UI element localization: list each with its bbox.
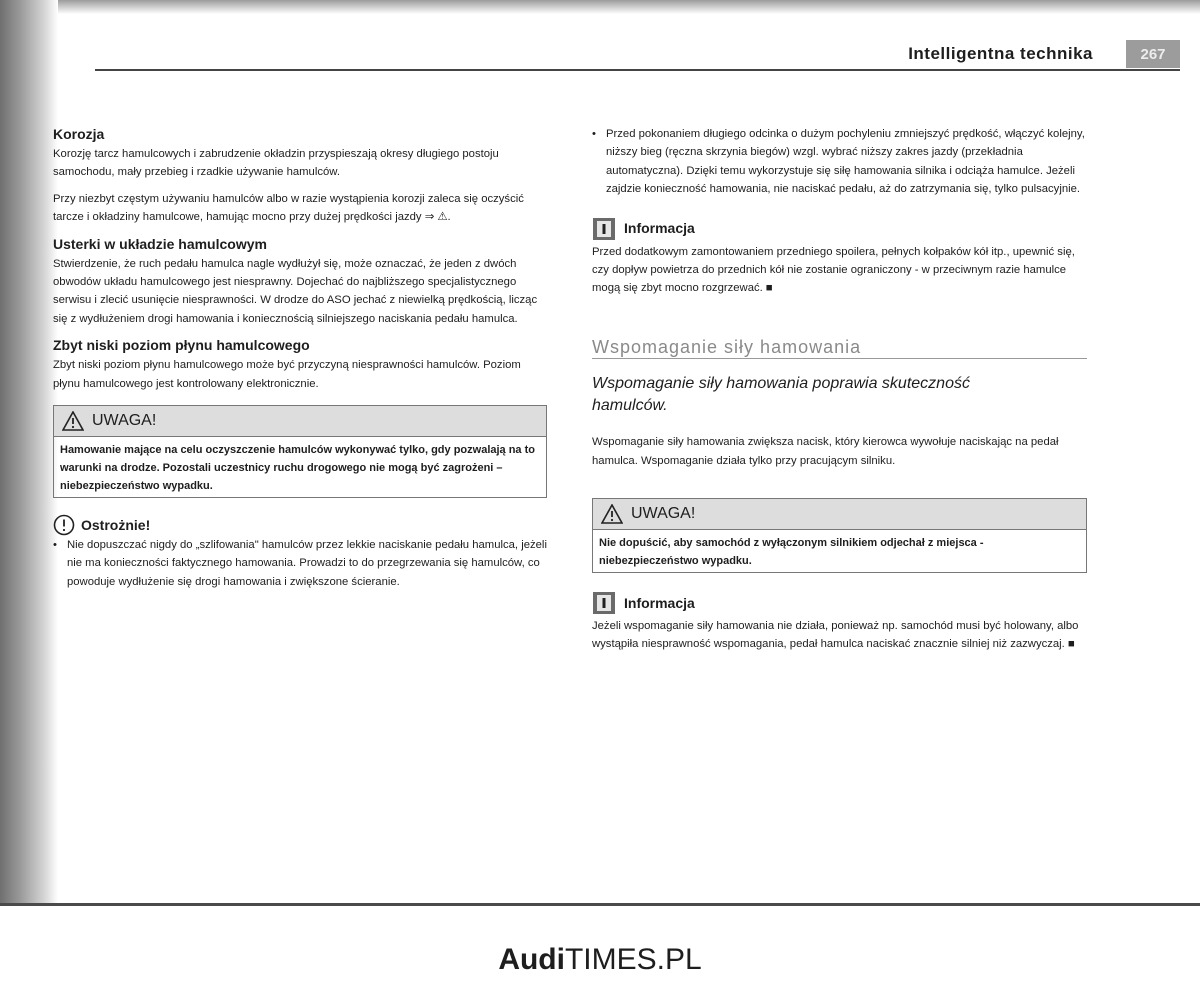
caution-header: [53, 514, 547, 536]
info-header: [592, 591, 1087, 615]
info-book-icon: [592, 591, 616, 615]
running-header: Intelligentna technika: [908, 44, 1093, 63]
caution-circle-icon: [53, 514, 75, 536]
warning-header: [593, 499, 1086, 530]
page-number: 267: [1126, 40, 1180, 68]
warning-box: [53, 405, 547, 498]
paragraph: Wspomaganie siły hamowania zwiększa nacisk, który kierowca wywołuje naciskając na pedał hamulca. Wspomaganie działa tylko przy pracującym silniku.: [592, 436, 1059, 467]
warning-triangle-icon: [62, 411, 84, 431]
paragraph: Korozję tarcz hamulcowych i zabrudzenie okładzin przyspieszają okresy długiego postoju samochodu, mały przebieg i rzadkie używanie hamulców.: [53, 148, 499, 179]
warning-header: [54, 406, 546, 437]
warning-text: Hamowanie mające na celu oczyszczenie hamulców wykonywać tylko, gdy pozwalają na to warunki na drodze. Pozostali uczestnicy ruchu drogowego nie mogą być zagrożeni – niebezpieczeństwo wypadku.: [60, 444, 535, 493]
bullet-text: Przed pokonaniem długiego odcinka o dużym pochyleniu zmniejszyć prędkość, włączyć kolejny, niższy bieg (ręczna skrzynia biegów) wzgl. wybrać niższy zakres jazdy (przekładnia automatyczna). Dzięki temu wykorzystuje się siłę hamowania silnika i odciąża hamulce. Jeżeli zajdzie konieczność hamowania, nie naciskać pedału, aż do zatrzymania się, tylko pulsacyjnie.: [605, 128, 1085, 196]
warning-title: UWAGA!: [92, 411, 157, 429]
site-logo: [0, 942, 1200, 978]
paragraph: Zbyt niski poziom płynu hamulcowego może być przyczyną niesprawności hamulców. Poziom płynu hamulcowego jest kontrolowany elektronicznie.: [53, 359, 521, 390]
page-bottom-edge: [0, 903, 1200, 906]
warning-box: [592, 498, 1087, 573]
scan-shadow-edge: [0, 0, 58, 905]
paragraph: Przy niezbyt częstym używaniu hamulców albo w razie wystąpienia korozji zaleca się oczyścić tarcze i okładziny hamulcowe, hamując mocno przy dużej prędkości jazdy ⇒ ⚠.: [53, 192, 524, 224]
logo-bold: Audi: [498, 943, 565, 976]
warning-title: UWAGA!: [631, 504, 696, 522]
bullet-icon: •: [592, 128, 596, 140]
list-item: [53, 536, 547, 591]
heading-usterki: Usterki w układzie hamulcowym: [53, 235, 267, 252]
list-item: [592, 125, 1087, 199]
logo-rest: TIMES.PL: [564, 943, 702, 976]
bullet-icon: •: [53, 539, 57, 552]
right-column: [592, 125, 1087, 662]
caution-text: Nie dopuszczać nigdy do „szlifowania" hamulców przez lekkie naciskanie pedału hamulca, jeżeli nie ma konieczności faktycznego hamowania. Prowadzi to do przegrzewania się hamulców, co powoduje wydłużenie się drogi hamowania i zwiększone ścieranie.: [66, 539, 547, 588]
left-column: [53, 125, 547, 591]
heading-poziom-plynu: Zbyt niski poziom płynu hamulcowego: [53, 337, 310, 354]
heading-korozja: Korozja: [53, 126, 105, 142]
caution-title: Ostrożnie!: [81, 516, 151, 533]
header-rule: [95, 69, 1180, 71]
section-lead: Wspomaganie siły hamowania poprawia skuteczność hamulców.: [592, 375, 970, 415]
info-title: Informacja: [624, 220, 695, 237]
warning-text: Nie dopuścić, aby samochód z wyłączonym silnikiem odjechał z miejsca - niebezpieczeństwo wypadku.: [599, 537, 984, 568]
scan-shadow-top: [0, 0, 1200, 14]
info-book-icon: [592, 217, 616, 241]
info-text: Jeżeli wspomaganie siły hamowania nie działa, ponieważ np. samochód musi być holowany, albo wystąpiła niesprawność wspomagania, pedał hamulca naciskać znacznie silniej niż zazwyczaj. ■: [592, 620, 1079, 651]
info-title: Informacja: [624, 594, 695, 611]
paragraph: Stwierdzenie, że ruch pedału hamulca nagle wydłużył się, może oznaczać, że jeden z dwóch obwodów układu hamulcowego jest niesprawny. Dojechać do najbliższego specjalistycznego serwisu i zlecić usunięcie niesprawności. W drodze do ASO jechać z niewielką prędkością, licząc się z wydłużeniem drogi hamowania i koniecznością silniejszego naciskania pedału hamulca.: [53, 257, 538, 325]
info-text: Przed dodatkowym zamontowaniem przedniego spoilera, pełnych kołpaków kół itp., upewnić się, czy dopływ powietrza do przednich kół nie zostanie ograniczony - w przeciwnym razie hamulce mogą się zbyt mocno rozgrzewać. ■: [592, 245, 1075, 295]
section-title: Wspomaganie siły hamowania: [592, 338, 1087, 359]
warning-triangle-icon: [601, 504, 623, 524]
info-header: [592, 217, 1087, 241]
